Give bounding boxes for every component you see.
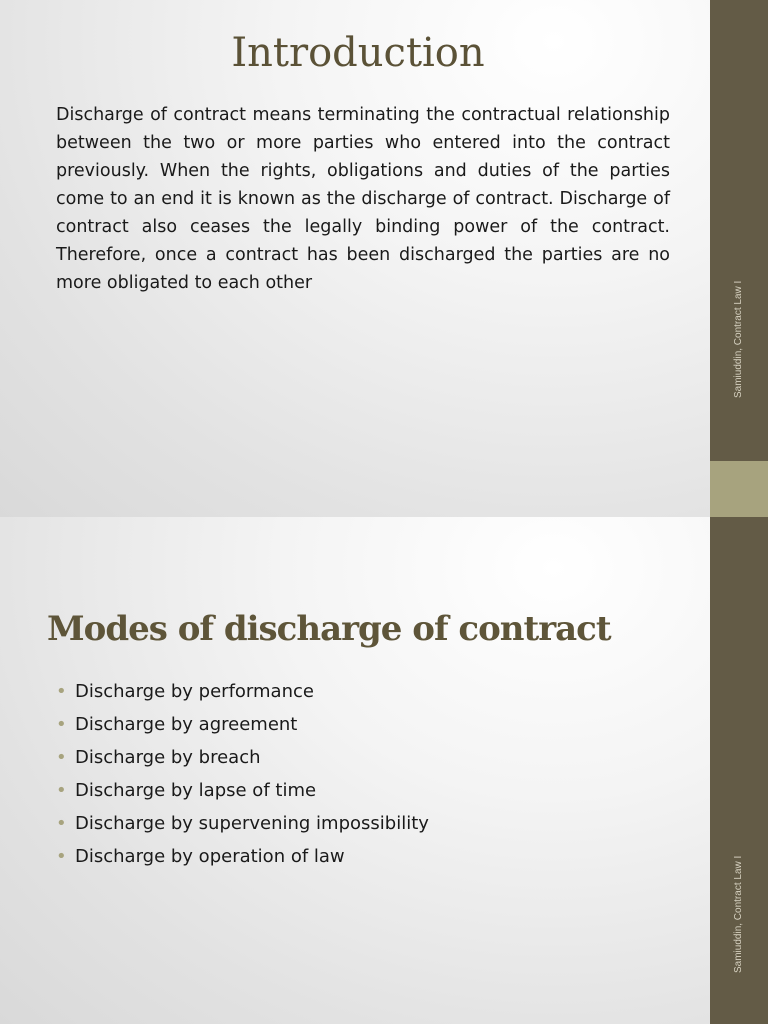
list-item: [56, 807, 429, 840]
bullet-icon: •: [56, 747, 67, 768]
bullet-icon: •: [56, 714, 67, 735]
list-item: [56, 708, 429, 741]
slide-footer: Samiuddin, Contract Law I: [733, 855, 744, 973]
slide-title: Introduction: [231, 30, 485, 76]
sidebar-bar: [710, 0, 768, 517]
bullet-icon: •: [56, 813, 67, 834]
list-item: [56, 675, 429, 708]
list-item-text: Discharge by lapse of time: [75, 780, 317, 801]
slide-title: Modes of discharge of contract: [47, 609, 611, 649]
slide-footer: Samiuddin, Contract Law I: [733, 280, 744, 398]
sidebar-accent-block: [710, 461, 768, 517]
bullet-icon: •: [56, 681, 67, 702]
slide-body-text: Discharge of contract means terminating the contractual relationship between the two or more parties who entered into the contract previously. When the rights, obligations and duties of the parties come to an end it is known as the discharge of contract. Discharge of contract also ceases the legally binding power of the contract. Therefore, once a contract has been discharged the parties are no more obligated to each other: [56, 105, 670, 293]
list-item: [56, 741, 429, 774]
bullet-icon: •: [56, 846, 67, 867]
bullet-icon: •: [56, 780, 67, 801]
list-item-text: Discharge by performance: [75, 681, 314, 702]
slide-modes-of-discharge: [0, 517, 768, 1024]
list-item-text: Discharge by supervening impossibility: [75, 813, 429, 834]
list-item-text: Discharge by agreement: [75, 714, 298, 735]
bullet-list: [56, 675, 429, 873]
list-item: [56, 840, 429, 873]
list-item: [56, 774, 429, 807]
list-item-text: Discharge by operation of law: [75, 846, 345, 867]
list-item-text: Discharge by breach: [75, 747, 261, 768]
